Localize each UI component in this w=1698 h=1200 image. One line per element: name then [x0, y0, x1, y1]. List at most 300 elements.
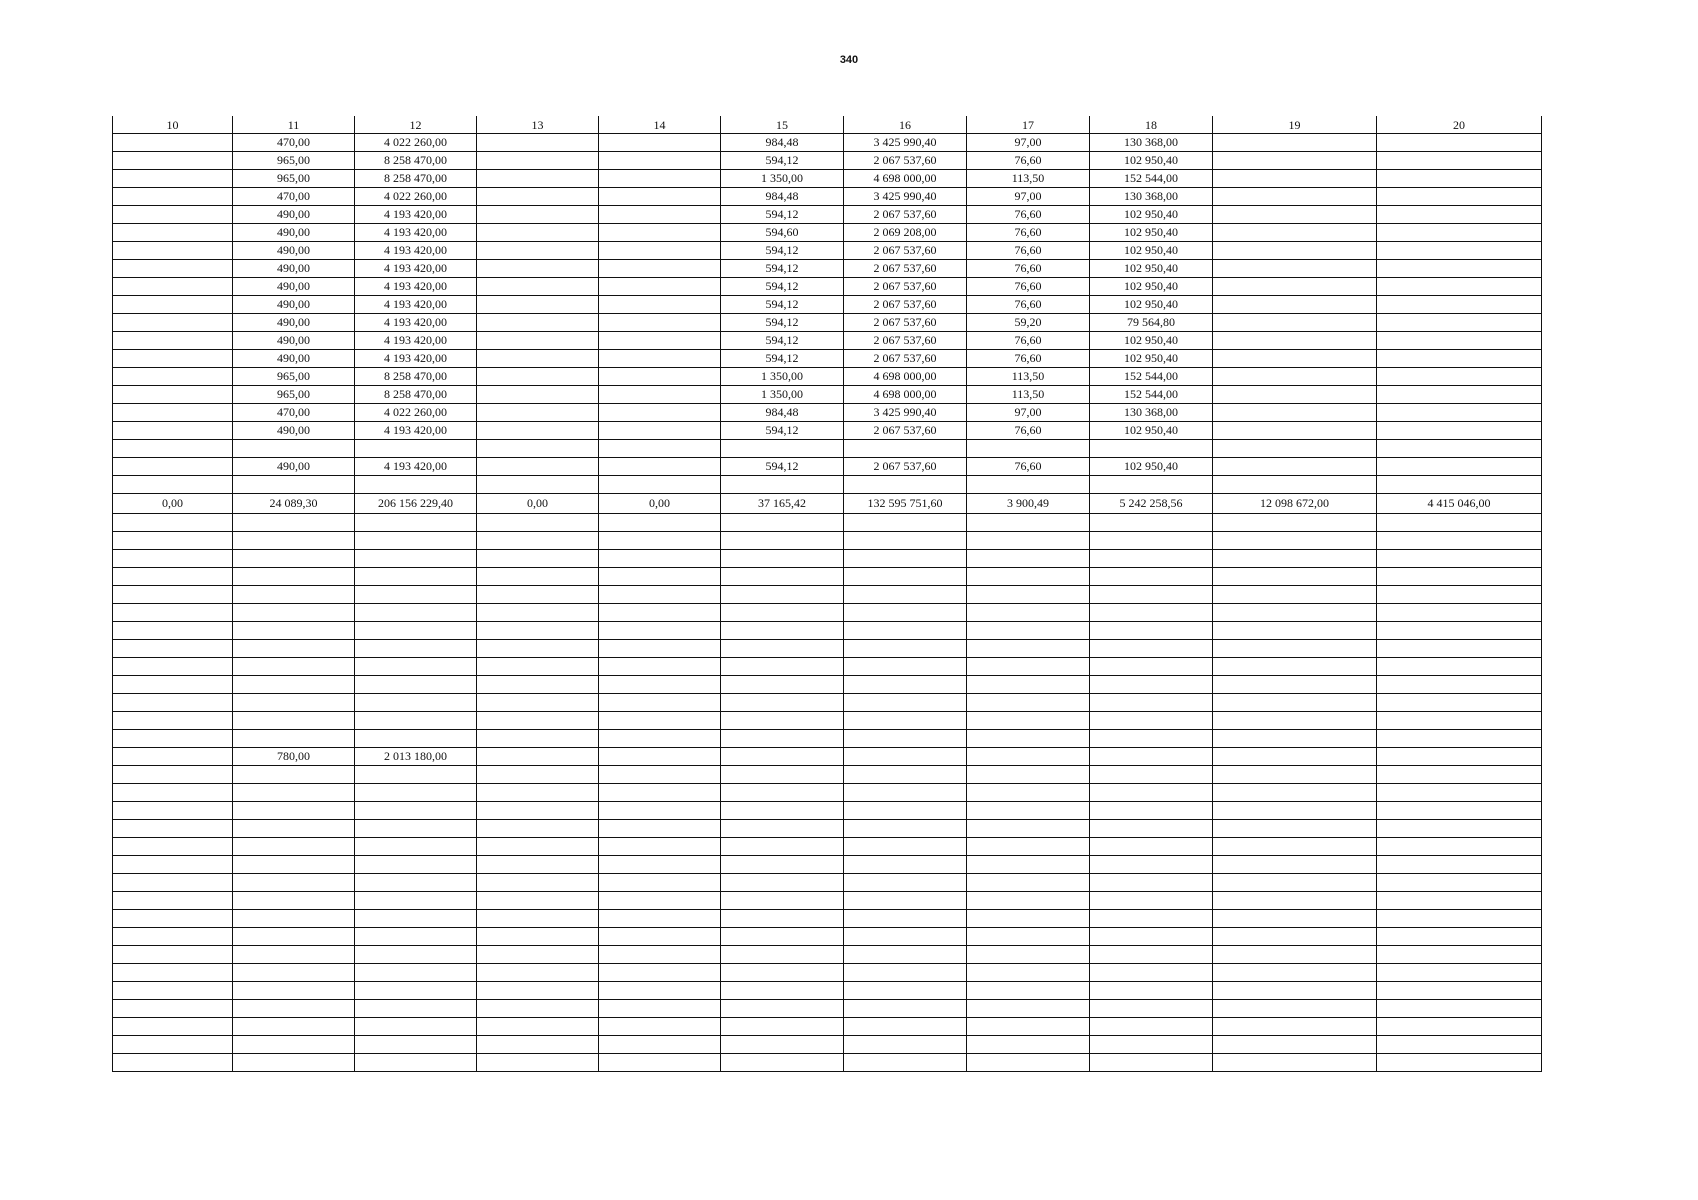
table-cell — [355, 640, 477, 658]
table-cell — [967, 586, 1090, 604]
table-cell — [1377, 260, 1542, 278]
table-cell — [721, 802, 844, 820]
table-cell — [721, 910, 844, 928]
table-cell — [113, 766, 233, 784]
table-cell — [1213, 910, 1377, 928]
table-cell — [477, 892, 599, 910]
table-cell — [355, 514, 477, 532]
table-cell — [233, 1000, 355, 1018]
table-row — [113, 368, 1542, 386]
table-cell: 4 193 420,00 — [355, 278, 477, 296]
table-cell — [477, 386, 599, 404]
table-cell: 3 425 990,40 — [844, 188, 967, 206]
table-cell — [599, 134, 721, 152]
table-cell: 102 950,40 — [1090, 278, 1213, 296]
table-cell: 102 950,40 — [1090, 458, 1213, 476]
table-cell — [721, 1036, 844, 1054]
table-row — [113, 386, 1542, 404]
table-cell: 470,00 — [233, 404, 355, 422]
table-cell — [477, 550, 599, 568]
table-cell — [113, 188, 233, 206]
table-cell — [1213, 694, 1377, 712]
table-cell — [1213, 404, 1377, 422]
table-cell — [1213, 314, 1377, 332]
table-cell: 8 258 470,00 — [355, 152, 477, 170]
table-cell — [721, 928, 844, 946]
table-cell — [967, 946, 1090, 964]
table-cell — [477, 260, 599, 278]
table-cell: 152 544,00 — [1090, 386, 1213, 404]
table-cell — [967, 1036, 1090, 1054]
table-cell — [113, 550, 233, 568]
table-cell — [721, 730, 844, 748]
table-row — [113, 712, 1542, 730]
table-cell — [599, 838, 721, 856]
table-cell — [355, 712, 477, 730]
table-cell — [355, 604, 477, 622]
table-cell: 2 067 537,60 — [844, 458, 967, 476]
table-cell — [1213, 982, 1377, 1000]
table-row — [113, 134, 1542, 152]
table-cell — [477, 658, 599, 676]
table-cell — [844, 712, 967, 730]
table-cell — [1213, 928, 1377, 946]
table-cell — [1090, 892, 1213, 910]
table-cell — [355, 730, 477, 748]
table-cell — [113, 386, 233, 404]
table-cell — [477, 604, 599, 622]
table-cell: 102 950,40 — [1090, 152, 1213, 170]
table-cell — [233, 820, 355, 838]
table-row — [113, 206, 1542, 224]
table-cell: 0,00 — [477, 494, 599, 514]
table-cell — [1377, 188, 1542, 206]
table-cell — [113, 1054, 233, 1072]
table-row — [113, 1036, 1542, 1054]
table-cell — [967, 892, 1090, 910]
column-header-14: 14 — [599, 116, 721, 134]
table-cell — [1377, 1000, 1542, 1018]
table-cell — [599, 640, 721, 658]
table-cell — [355, 1018, 477, 1036]
table-cell — [477, 1000, 599, 1018]
table-cell: 102 950,40 — [1090, 242, 1213, 260]
table-cell — [1213, 604, 1377, 622]
table-cell — [599, 386, 721, 404]
table-row — [113, 278, 1542, 296]
table-cell — [721, 982, 844, 1000]
table-cell — [113, 1000, 233, 1018]
table-cell: 4 698 000,00 — [844, 170, 967, 188]
table-cell — [1090, 532, 1213, 550]
table-cell: 470,00 — [233, 134, 355, 152]
table-cell: 1 350,00 — [721, 368, 844, 386]
table-cell — [1213, 838, 1377, 856]
table-row — [113, 928, 1542, 946]
table-row — [113, 170, 1542, 188]
table-cell — [1377, 278, 1542, 296]
table-cell: 2 067 537,60 — [844, 296, 967, 314]
table-cell: 4 193 420,00 — [355, 296, 477, 314]
table-cell — [113, 964, 233, 982]
table-cell — [113, 910, 233, 928]
table-cell — [721, 640, 844, 658]
table-cell: 2 067 537,60 — [844, 206, 967, 224]
table-cell — [1090, 820, 1213, 838]
table-cell — [1213, 802, 1377, 820]
table-cell — [721, 514, 844, 532]
table-row — [113, 440, 1542, 458]
table-row — [113, 422, 1542, 440]
table-row — [113, 874, 1542, 892]
table-cell — [233, 964, 355, 982]
table-cell — [599, 730, 721, 748]
table-cell — [1377, 314, 1542, 332]
table-cell — [844, 820, 967, 838]
table-cell — [1377, 440, 1542, 458]
table-cell: 4 698 000,00 — [844, 368, 967, 386]
table-cell — [967, 982, 1090, 1000]
table-cell — [599, 332, 721, 350]
table-cell — [599, 514, 721, 532]
table-cell — [477, 368, 599, 386]
table-cell — [967, 1000, 1090, 1018]
table-row — [113, 314, 1542, 332]
table-cell — [113, 802, 233, 820]
table-body — [113, 134, 1542, 1072]
table-cell — [1213, 568, 1377, 586]
table-cell — [599, 892, 721, 910]
table-row — [113, 766, 1542, 784]
table-row — [113, 892, 1542, 910]
table-cell — [967, 568, 1090, 586]
table-cell — [113, 694, 233, 712]
table-cell — [1377, 586, 1542, 604]
table-cell — [113, 350, 233, 368]
table-cell — [599, 982, 721, 1000]
table-cell — [599, 242, 721, 260]
table-cell: 76,60 — [967, 458, 1090, 476]
table-cell — [113, 1036, 233, 1054]
table-cell — [599, 314, 721, 332]
table-cell — [721, 1000, 844, 1018]
table-cell — [844, 676, 967, 694]
table-row — [113, 586, 1542, 604]
table-cell — [477, 982, 599, 1000]
table-row — [113, 1000, 1542, 1018]
table-cell — [355, 622, 477, 640]
table-cell — [1377, 170, 1542, 188]
table-cell — [355, 550, 477, 568]
table-cell — [1213, 440, 1377, 458]
table-cell — [721, 568, 844, 586]
table-cell — [1377, 134, 1542, 152]
table-cell — [477, 730, 599, 748]
table-cell — [1377, 838, 1542, 856]
table-row — [113, 964, 1542, 982]
column-header-15: 15 — [721, 116, 844, 134]
table-cell — [113, 458, 233, 476]
table-cell: 132 595 751,60 — [844, 494, 967, 514]
table-cell: 4 698 000,00 — [844, 386, 967, 404]
table-cell — [721, 856, 844, 874]
table-cell — [1377, 350, 1542, 368]
table-cell — [967, 640, 1090, 658]
table-cell — [477, 1054, 599, 1072]
table-cell — [1377, 422, 1542, 440]
table-cell — [233, 730, 355, 748]
table-cell — [599, 1018, 721, 1036]
table-cell — [113, 856, 233, 874]
table-cell — [599, 748, 721, 766]
table-cell — [599, 1000, 721, 1018]
table-cell: 8 258 470,00 — [355, 368, 477, 386]
table-cell — [1377, 982, 1542, 1000]
table-cell — [1213, 784, 1377, 802]
table-cell — [1213, 152, 1377, 170]
table-cell — [477, 188, 599, 206]
table-cell — [844, 982, 967, 1000]
table-cell: 76,60 — [967, 206, 1090, 224]
table-cell — [477, 946, 599, 964]
table-cell — [355, 476, 477, 494]
table-cell: 4 193 420,00 — [355, 458, 477, 476]
table-cell — [1377, 802, 1542, 820]
table-cell — [233, 514, 355, 532]
table-cell — [1377, 622, 1542, 640]
page-number: 340 — [839, 54, 859, 66]
table-cell — [355, 838, 477, 856]
table-cell — [1213, 260, 1377, 278]
table-cell — [967, 440, 1090, 458]
table-cell: 984,48 — [721, 188, 844, 206]
table-cell — [233, 982, 355, 1000]
table-row — [113, 640, 1542, 658]
table-cell: 4 193 420,00 — [355, 314, 477, 332]
table-cell: 490,00 — [233, 296, 355, 314]
table-cell — [477, 532, 599, 550]
table-row — [113, 242, 1542, 260]
table-cell — [967, 856, 1090, 874]
table-cell — [1213, 856, 1377, 874]
table-cell — [721, 838, 844, 856]
table-cell — [355, 946, 477, 964]
table-cell — [477, 296, 599, 314]
table-cell: 2 067 537,60 — [844, 314, 967, 332]
table-cell — [599, 550, 721, 568]
table-cell — [844, 802, 967, 820]
table-cell — [1090, 586, 1213, 604]
table-cell — [233, 1036, 355, 1054]
table-cell — [1213, 1036, 1377, 1054]
table-cell — [599, 1054, 721, 1072]
table-cell — [1377, 784, 1542, 802]
table-cell — [1090, 964, 1213, 982]
table-cell — [844, 586, 967, 604]
table-cell — [477, 766, 599, 784]
table-cell — [1090, 640, 1213, 658]
table-cell — [355, 568, 477, 586]
table-cell — [967, 928, 1090, 946]
table-cell: 594,12 — [721, 278, 844, 296]
table-cell: 490,00 — [233, 278, 355, 296]
table-cell — [233, 658, 355, 676]
table-cell — [1213, 242, 1377, 260]
table-cell — [1213, 476, 1377, 494]
table-cell — [599, 188, 721, 206]
table-cell — [113, 532, 233, 550]
table-cell — [721, 532, 844, 550]
table-cell: 490,00 — [233, 224, 355, 242]
table-cell — [1213, 640, 1377, 658]
table-cell: 97,00 — [967, 404, 1090, 422]
table-cell — [599, 712, 721, 730]
table-cell — [967, 730, 1090, 748]
table-cell: 76,60 — [967, 296, 1090, 314]
table-row — [113, 856, 1542, 874]
table-cell — [477, 694, 599, 712]
table-cell — [1090, 856, 1213, 874]
table-cell: 594,12 — [721, 314, 844, 332]
table-cell — [1090, 568, 1213, 586]
table-cell: 490,00 — [233, 314, 355, 332]
table-cell — [844, 784, 967, 802]
table-cell — [1090, 440, 1213, 458]
data-table — [112, 116, 1542, 1072]
table-cell — [1377, 514, 1542, 532]
table-cell — [113, 134, 233, 152]
table-cell — [113, 476, 233, 494]
table-cell — [1090, 730, 1213, 748]
table-cell: 594,12 — [721, 422, 844, 440]
table-cell — [1377, 748, 1542, 766]
table-cell — [355, 766, 477, 784]
table-cell — [599, 476, 721, 494]
table-cell: 594,12 — [721, 242, 844, 260]
table-cell: 0,00 — [599, 494, 721, 514]
table-row — [113, 568, 1542, 586]
table-cell: 12 098 672,00 — [1213, 494, 1377, 514]
table-cell — [599, 532, 721, 550]
table-cell — [477, 440, 599, 458]
table-cell — [844, 928, 967, 946]
table-cell — [1213, 964, 1377, 982]
table-cell — [967, 874, 1090, 892]
table-cell — [721, 1018, 844, 1036]
table-cell — [113, 224, 233, 242]
table-cell: 594,12 — [721, 152, 844, 170]
table-row — [113, 494, 1542, 514]
table-cell: 2 067 537,60 — [844, 242, 967, 260]
table-cell: 594,60 — [721, 224, 844, 242]
table-cell — [1377, 658, 1542, 676]
table-cell — [1213, 550, 1377, 568]
table-cell — [1213, 224, 1377, 242]
table-cell — [1213, 514, 1377, 532]
table-cell — [599, 694, 721, 712]
table-cell: 130 368,00 — [1090, 404, 1213, 422]
table-cell — [844, 874, 967, 892]
table-cell: 4 193 420,00 — [355, 422, 477, 440]
table-cell — [599, 568, 721, 586]
table-cell: 102 950,40 — [1090, 206, 1213, 224]
table-cell — [113, 440, 233, 458]
table-cell: 490,00 — [233, 206, 355, 224]
table-cell — [113, 604, 233, 622]
table-cell — [599, 458, 721, 476]
table-cell — [721, 476, 844, 494]
table-cell — [599, 350, 721, 368]
table-cell — [1213, 532, 1377, 550]
table-cell — [113, 278, 233, 296]
table-cell — [1213, 892, 1377, 910]
table-cell — [113, 640, 233, 658]
table-cell — [113, 730, 233, 748]
column-header-11: 11 — [233, 116, 355, 134]
table-cell — [1377, 242, 1542, 260]
table-row — [113, 622, 1542, 640]
table-cell: 130 368,00 — [1090, 134, 1213, 152]
table-cell — [721, 964, 844, 982]
column-header-10: 10 — [113, 116, 233, 134]
table-cell — [233, 550, 355, 568]
table-cell — [233, 928, 355, 946]
table-cell — [599, 820, 721, 838]
table-cell — [1377, 856, 1542, 874]
table-row — [113, 404, 1542, 422]
table-cell: 4 193 420,00 — [355, 350, 477, 368]
table-cell: 965,00 — [233, 152, 355, 170]
table-cell — [599, 856, 721, 874]
table-cell — [1377, 476, 1542, 494]
table-cell — [1090, 1054, 1213, 1072]
table-cell — [1377, 550, 1542, 568]
table-cell — [721, 1054, 844, 1072]
table-cell — [967, 694, 1090, 712]
table-cell — [1377, 206, 1542, 224]
table-cell — [113, 296, 233, 314]
table-cell — [967, 658, 1090, 676]
table-cell — [477, 314, 599, 332]
table-cell: 4 022 260,00 — [355, 188, 477, 206]
table-cell: 3 425 990,40 — [844, 134, 967, 152]
table-cell — [599, 928, 721, 946]
table-cell: 4 193 420,00 — [355, 224, 477, 242]
table-cell — [1377, 1018, 1542, 1036]
table-cell — [113, 568, 233, 586]
table-cell: 2 067 537,60 — [844, 332, 967, 350]
table-cell — [1377, 892, 1542, 910]
table-cell — [967, 784, 1090, 802]
table-cell — [721, 784, 844, 802]
table-cell — [233, 766, 355, 784]
table-cell — [477, 820, 599, 838]
table-cell — [355, 964, 477, 982]
table-cell — [477, 1018, 599, 1036]
table-cell — [1377, 874, 1542, 892]
table-cell: 97,00 — [967, 134, 1090, 152]
table-cell: 79 564,80 — [1090, 314, 1213, 332]
table-row — [113, 458, 1542, 476]
table-cell — [1090, 784, 1213, 802]
table-cell — [721, 946, 844, 964]
table-cell — [1090, 622, 1213, 640]
table-cell — [599, 586, 721, 604]
table-cell: 594,12 — [721, 296, 844, 314]
table-cell — [233, 946, 355, 964]
table-cell — [477, 910, 599, 928]
table-cell: 5 242 258,56 — [1090, 494, 1213, 514]
